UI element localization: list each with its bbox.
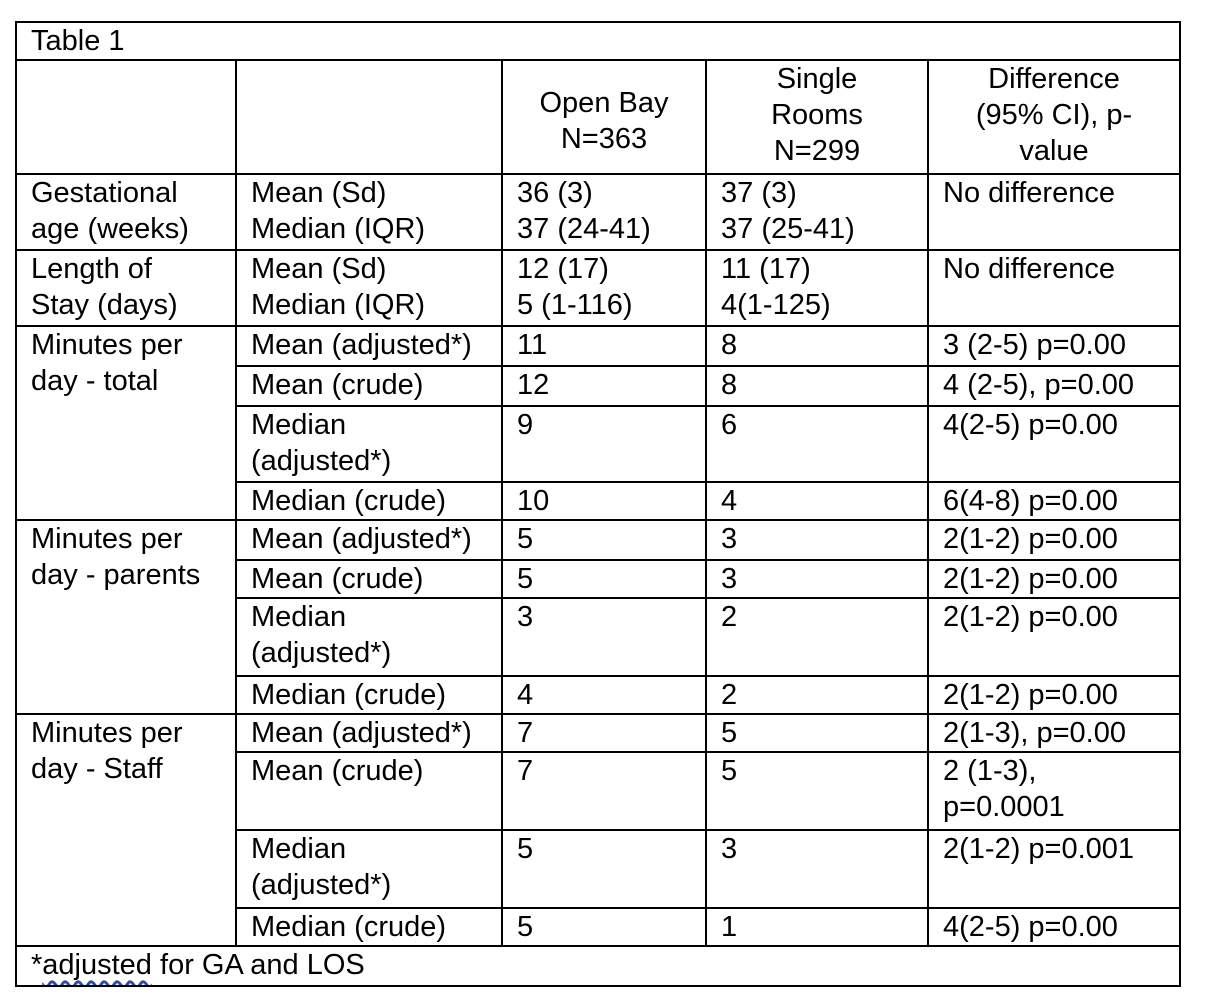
difference-cell [928, 174, 1180, 250]
difference-cell [928, 406, 1180, 482]
stat-cell [236, 366, 502, 406]
stat-cell-line: Median [251, 601, 347, 633]
open-bay-cell [502, 250, 706, 326]
difference-cell-line: 2(1-2) p=0.00 [943, 563, 1118, 595]
single-rooms-cell [706, 830, 928, 908]
single-rooms-cell-line: 37 (3) [721, 177, 797, 209]
open-bay-cell [502, 830, 706, 908]
open-bay-cell-line: 9 [517, 409, 534, 441]
open-bay-cell [502, 714, 706, 752]
stat-cell [236, 676, 502, 714]
open-bay-cell-line: 37 (24-41) [517, 213, 651, 245]
stat-cell [236, 752, 502, 830]
open-bay-cell [502, 908, 706, 946]
single-rooms-cell [706, 752, 928, 830]
difference-cell [928, 714, 1180, 752]
stat-cell [236, 560, 502, 598]
open-bay-cell-line: 11 [517, 329, 548, 361]
single-rooms-cell [706, 676, 928, 714]
single-rooms-cell-line: 37 (25-41) [721, 213, 855, 245]
difference-cell-line: 3 (2-5) p=0.00 [943, 329, 1126, 361]
single-rooms-cell [706, 366, 928, 406]
stat-cell [236, 326, 502, 366]
group-label-staff-line: day - Staff [31, 753, 163, 785]
header-open-bay-line-1: Open Bay [539, 87, 669, 119]
stat-cell [236, 482, 502, 520]
open-bay-cell [502, 406, 706, 482]
single-rooms-cell-line: 5 [721, 717, 738, 749]
title-row [16, 22, 1180, 60]
stat-cell-line: Mean (crude) [251, 755, 424, 787]
difference-cell-line: 2 (1-3), [943, 755, 1037, 787]
open-bay-cell [502, 560, 706, 598]
data-table [15, 21, 1181, 987]
single-rooms-cell-line: 3 [721, 523, 738, 555]
difference-cell-line: p=0.0001 [943, 791, 1065, 823]
stat-cell-line: Mean (Sd) [251, 253, 387, 285]
open-bay-cell-line: 12 (17) [517, 253, 609, 285]
single-rooms-cell [706, 598, 928, 676]
stat-cell-line: (adjusted*) [251, 637, 392, 669]
stat-cell-line: Median [251, 409, 347, 441]
difference-cell [928, 366, 1180, 406]
single-rooms-cell-line: 3 [721, 563, 738, 595]
open-bay-cell [502, 326, 706, 366]
single-rooms-cell [706, 250, 928, 326]
open-bay-cell-line: 4 [517, 679, 534, 711]
difference-cell [928, 520, 1180, 560]
single-rooms-cell-line: 8 [721, 369, 738, 401]
open-bay-cell-line: 36 (3) [517, 177, 593, 209]
group-label-staff [16, 714, 236, 946]
footnote [16, 946, 1180, 986]
header-difference [928, 60, 1180, 174]
header-empty-2 [236, 60, 502, 174]
table-row [16, 326, 1180, 366]
stat-cell [236, 406, 502, 482]
stat-cell-line: Median [251, 833, 347, 865]
single-rooms-cell-line: 8 [721, 329, 738, 361]
difference-cell-line: No difference [943, 177, 1115, 209]
open-bay-cell [502, 366, 706, 406]
stat-cell-line: Mean (adjusted*) [251, 523, 472, 555]
stat-cell [236, 174, 502, 250]
header-single-rooms-line-2: Rooms [771, 99, 863, 131]
group-label-ga [16, 174, 236, 250]
group-label-los-line: Stay (days) [31, 289, 178, 321]
open-bay-cell [502, 598, 706, 676]
open-bay-cell-line: 5 [517, 523, 534, 555]
difference-cell-line: 2(1-2) p=0.00 [943, 523, 1118, 555]
group-label-total-line: day - total [31, 365, 159, 397]
difference-cell-line: 4(2-5) p=0.00 [943, 911, 1118, 943]
single-rooms-cell-line: 6 [721, 409, 738, 441]
stat-cell-line: Mean (adjusted*) [251, 717, 472, 749]
difference-cell-line: 4 (2-5), p=0.00 [943, 369, 1135, 401]
open-bay-cell [502, 482, 706, 520]
stat-cell-line: Median (IQR) [251, 213, 426, 245]
stat-cell [236, 598, 502, 676]
single-rooms-cell [706, 174, 928, 250]
header-row [16, 60, 1180, 174]
difference-cell-line: 6(4-8) p=0.00 [943, 485, 1118, 517]
table-row [16, 714, 1180, 752]
single-rooms-cell-line: 4(1-125) [721, 289, 831, 321]
single-rooms-cell-line: 11 (17) [721, 253, 811, 285]
stat-cell-line: Mean (adjusted*) [251, 329, 472, 361]
open-bay-cell [502, 174, 706, 250]
header-open-bay-line-2: N=363 [560, 123, 648, 155]
difference-cell-line: 2(1-2) p=0.00 [943, 601, 1118, 633]
difference-cell [928, 908, 1180, 946]
single-rooms-cell [706, 560, 928, 598]
single-rooms-cell-line: 2 [721, 601, 738, 633]
stat-cell [236, 250, 502, 326]
stat-cell-line: Mean (Sd) [251, 177, 387, 209]
difference-cell [928, 560, 1180, 598]
open-bay-cell-line: 5 [517, 563, 534, 595]
footnote-row [16, 946, 1180, 986]
stat-cell-line: Mean (crude) [251, 563, 424, 595]
single-rooms-cell [706, 714, 928, 752]
difference-cell-line: 2(1-2) p=0.001 [943, 833, 1135, 865]
open-bay-cell-line: 12 [517, 369, 550, 401]
difference-cell [928, 752, 1180, 830]
group-label-los-line: Length of [31, 253, 152, 285]
open-bay-cell [502, 520, 706, 560]
footnote-rest: for GA and LOS [151, 949, 365, 981]
single-rooms-cell-line: 4 [721, 485, 738, 517]
group-label-los [16, 250, 236, 326]
header-difference-line-3: value [1019, 135, 1089, 167]
stat-cell-line: Median (crude) [251, 911, 447, 943]
stat-cell [236, 830, 502, 908]
stat-cell-line: (adjusted*) [251, 869, 392, 901]
group-label-parents-line: Minutes per [31, 523, 183, 555]
footnote-prefix: * [31, 949, 43, 981]
header-empty-1 [16, 60, 236, 174]
header-difference-line-1: Difference [988, 63, 1120, 95]
table-row [16, 250, 1180, 326]
open-bay-cell-line: 5 [517, 911, 534, 943]
open-bay-cell-line: 7 [517, 755, 534, 787]
single-rooms-cell-line: 3 [721, 833, 738, 865]
stat-cell [236, 520, 502, 560]
difference-cell-line: 2(1-3), p=0.00 [943, 717, 1126, 749]
open-bay-cell [502, 752, 706, 830]
stat-cell [236, 714, 502, 752]
group-label-total-line: Minutes per [31, 329, 183, 361]
header-single-rooms-line-3: N=299 [773, 135, 861, 167]
difference-cell [928, 598, 1180, 676]
table-row [16, 520, 1180, 560]
footnote-underlined-word: adjusted [42, 949, 152, 981]
open-bay-cell-line: 7 [517, 717, 534, 749]
single-rooms-cell [706, 908, 928, 946]
group-label-ga-line: age (weeks) [31, 213, 189, 245]
difference-cell-line: 4(2-5) p=0.00 [943, 409, 1118, 441]
open-bay-cell-line: 5 [517, 833, 534, 865]
difference-cell [928, 676, 1180, 714]
open-bay-cell [502, 676, 706, 714]
stat-cell-line: Median (crude) [251, 679, 447, 711]
difference-cell [928, 250, 1180, 326]
group-label-ga-line: Gestational [31, 177, 178, 209]
stat-cell-line: Median (crude) [251, 485, 447, 517]
stat-cell-line: Mean (crude) [251, 369, 424, 401]
difference-cell-line: No difference [943, 253, 1115, 285]
header-difference-line-2: (95% CI), p- [975, 99, 1133, 131]
header-single-rooms-line-1: Single [776, 63, 858, 95]
header-open-bay [502, 60, 706, 174]
table-row [16, 174, 1180, 250]
header-single-rooms [706, 60, 928, 174]
open-bay-cell-line: 3 [517, 601, 534, 633]
difference-cell-line: 2(1-2) p=0.00 [943, 679, 1118, 711]
single-rooms-cell [706, 520, 928, 560]
difference-cell [928, 830, 1180, 908]
stat-cell-line: Median (IQR) [251, 289, 426, 321]
open-bay-cell-line: 5 (1-116) [517, 289, 633, 321]
single-rooms-cell [706, 326, 928, 366]
single-rooms-cell-line: 1 [721, 911, 738, 943]
stat-cell-line: (adjusted*) [251, 445, 392, 477]
single-rooms-cell-line: 2 [721, 679, 738, 711]
difference-cell [928, 326, 1180, 366]
group-label-total [16, 326, 236, 520]
group-label-staff-line: Minutes per [31, 717, 183, 749]
group-label-parents-line: day - parents [31, 559, 201, 591]
single-rooms-cell-line: 5 [721, 755, 738, 787]
open-bay-cell-line: 10 [517, 485, 550, 517]
table-title: Table 1 [16, 22, 1180, 60]
single-rooms-cell [706, 482, 928, 520]
stat-cell [236, 908, 502, 946]
difference-cell [928, 482, 1180, 520]
group-label-parents [16, 520, 236, 714]
single-rooms-cell [706, 406, 928, 482]
